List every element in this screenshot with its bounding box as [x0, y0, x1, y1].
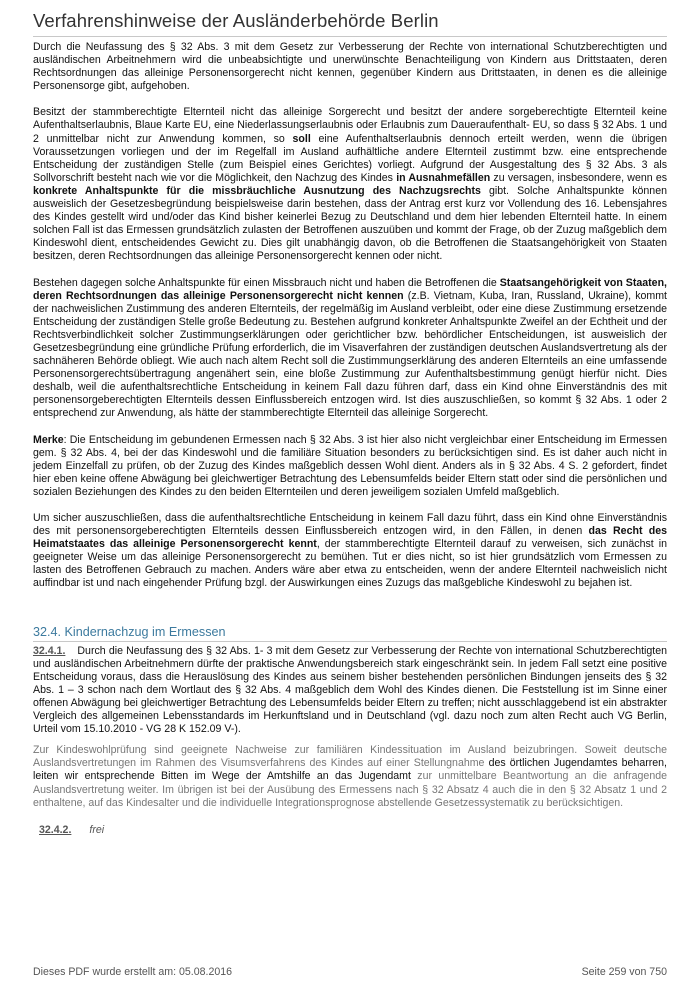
text-run: Um sicher auszuschließen, dass die aufenthaltsrechtliche Entscheidung in keinem Fall dazu führt, dass ein Kind ohne Einverständnis des mit personensorgeberechtigten Elternteils dessen Einflussbereich entzogen wird, in den Fällen, in denen [33, 512, 667, 538]
section-heading: 32.4. Kindernachzug im Ermessen [33, 625, 667, 642]
text-run: zur unmittelbare Beantwortung an die anfragende Auslandsvertretung weiter. Im übrigen ist bei der Ausübung des Ermessens nach § 32 Absatz 4 auch die in den § 32 Absatz 1 und 2 enthaltene, auf das Kindesalter und die individuelle Integrationsprognose abstellende Gesetzessystematik zu berücksichtigen. [33, 770, 667, 809]
document-title: Verfahrenshinweise der Ausländerbehörde Berlin [33, 10, 439, 31]
text-run: gibt. Solche Anhaltspunkte können ausweislich der Gesetzesbegründung beispielsweise darin bestehen, dass der Antrag erst kurz vor Vollendung des 16. Lebensjahres des Kindes gestellt wird und/oder das Kind bisher keinerlei Bezug zu Deutschland und dem hier lebenden Elternteil hatte. In einem solchen Fall ist das Ermessen grundsätzlich zulasten der Betroffenen auszuüben und kommt der Frage, ob der Zuzug maßgeblich dem Kindeswohl dient, entscheidendes Gewicht zu. Dies gilt unabhängig davon, ob die Betroffenen die Staatsangehörigkeit von Staaten besitzen, deren Rechtsordnungen das alleinige Personensorgerecht kennen oder nicht. [33, 184, 667, 263]
bold-run: Merke [33, 433, 64, 446]
bold-run: das Recht des Heimatstaates das alleinige Personensorgerecht kennt [33, 525, 667, 551]
bold-run: in Ausnahmefällen [396, 171, 491, 184]
text-run: (z.B. Vietnam, Kuba, Iran, Russland, Ukraine), kommt der nachweislichen Zustimmung des anderen Elternteils, der regelmäßig im Ausland verbleibt, oder eine diese Zustimmung ersetzende Entscheidung der zuständigen Stelle große Bedeutung zu. Bestehen aufgrund konkreter Anhaltspunkte Zweifel an der Echtheit und der Rechtsverbindlichkeit solcher Zustimmungserklärungen oder gerichtlicher bzw. behördlicher Entscheidungen, ist ausweislich der Gesetzesbegründung eine gründliche Prüfung erforderlich, die im Visaverfahren der zuständigen deutschen Auslandsvertretung als der sachnäheren Behörde obliegt. Wie auch nach altem Recht soll die Zustimmungserklärung des anderen Elternteils an eine umfassende Personensorgerechtsübertragung angenähert sein, eine bloße Zustimmung zur Aufenthaltsbestimmung genügt hierfür nicht. Dies deshalb, weil die aufenthaltsrechtliche Entscheidung in keinem Fall dazu führen darf, dass ein Kind ohne Einverständnis des mit personensorgeberechtigten Elternteils dessen Einflussbereich entzogen wird. Ist dies auszuschließen, so kommt § 32 Abs. 1 oder 2 entsprechend zur Anwendung, als hätte der stammberechtigte Elternteil das alleinige Sorgerecht. [33, 289, 667, 420]
document-body [33, 41, 667, 836]
paragraph-3 [33, 277, 667, 421]
text-run: , der stammberechtigte Elternteil darauf zu verweisen, sich zunächst in geeigneter Weise um das alleinige Personensorgerecht zu bemühen. Tut er dies nicht, so ist hier grundsätzlich vom Ermessen zu lasten des Betroffenen Gebrauch zu machen. Anders wäre aber etwa zu entscheiden, wenn der andere Elternteil nachweislich nicht auffindbar ist und nach eingehender Prüfung bzgl. der Auswirkungen eines Zuzugs das maßgebliche Kindeswohl zu bejahen ist. [33, 538, 667, 590]
document-footer [33, 966, 667, 978]
text-run: Durch die Neufassung des § 32 Abs. 1- 3 mit dem Gesetz zur Verbesserung der Rechte von international Schutzberechtigten und ausländischen Arbeitnehmern dürfte der praktische Anwendungsbereich stark eingeschränkt sein. In jedem Fall setzt eine positive Entscheidung voraus, dass die Herauslösung des Kindes aus seinem bisher bestehenden persönlichen Bindungen jenseits des § 32 Abs. 1 – 3 schon nach dem Wortlaut des § 32 Abs. 4 maßgeblich dem Wohl des Kindes dienen. Die Feststellung ist im Sinne einer offenen Abwägung bei gleichwertiger Betrachtung des Lebensumfelds beider Eltern zu treffen; nicht ausschlaggebend ist ein abstrakter Vergleich des allgemeinen Lebensstandards im Herkunftsland und in Deutschland (vgl. dazu noch zum alten Recht auch VG Berlin, Urteil vom 15.10.2010 - VG 28 K 152.09 V-). [33, 644, 667, 736]
text-run: des örtlichen Jugendamtes beharren, leiten wir entsprechende Bitten im Wege der Amtshilfe an das Jugendamt [33, 757, 667, 783]
bold-run: konkrete Anhaltspunkte für die missbräuchliche Ausnutzung des Nachzugsrechts [33, 184, 481, 197]
text-run: Zur Kindeswohlprüfung sind geeignete Nachweise zur familiären Kindessituation im Ausland beizubringen. Soweit deutsche Auslandsvertretungen im Rahmen des Visumsverfahrens des Kindes auf einer Stellungnahme [33, 744, 667, 770]
subsection-number: 32.4.2. [39, 823, 72, 836]
paragraph-4 [33, 434, 667, 499]
text-run: Besitzt der stammberechtigte Elternteil nicht das alleinige Sorgerecht und besitzt der andere sorgeberechtigte Elternteil keine Aufenthaltserlaubnis, Blaue Karte EU, eine Niederlassungserlaubnis oder Erlaubnis zum Daueraufenthalt- EU, so dass § 32 Abs. 1 und 2 unmittelbar nicht zur Anwendung kommen, so [33, 106, 667, 145]
text-run: eine Aufenthaltserlaubnis dennoch erteilt werden, wenn die übrigen Voraussetzungen vorliegen und der im Regelfall im Ausland aufhältliche andere Elternteil zustimmt bzw. eine entsprechende Entscheidung der zuständigen Stelle (zum Beispiel eines Gerichtes) vorliegt. Aufgrund der Ausgestaltung des § 32 Abs. 3 als Sollvorschrift besteht nach wie vor die Möglichkeit, den Nachzug des Kindes [33, 132, 667, 184]
paragraph-5 [33, 512, 667, 591]
bold-run: soll [292, 132, 311, 145]
grey-paragraph [33, 744, 667, 809]
page-number: Seite 259 von 750 [581, 966, 667, 978]
document-header [33, 10, 667, 37]
text-run: Bestehen dagegen solche Anhaltspunkte für einen Missbrauch nicht und haben die Betroffenen die [33, 276, 500, 289]
creation-date: Dieses PDF wurde erstellt am: 05.08.2016 [33, 966, 233, 978]
paragraph-1: Durch die Neufassung des § 32 Abs. 3 mit dem Gesetz zur Verbesserung der Rechte von international Schutzberechtigten und ausländischen Arbeitnehmern wird die unbeabsichtigte und unerwünschte Benachteiligung von Kindern aus Drittstaaten, deren Rechtsordnungen das alleinige Personensorgerecht nicht kennen, gegenüber Kindern aus Drittstaaten, in denen es die alleinige Personensorge gibt, aufgehoben. [33, 41, 667, 93]
subsection-number: 32.4.1. [33, 644, 66, 657]
subsection-32-4-2 [33, 824, 667, 836]
paragraph-2 [33, 106, 667, 263]
text-run: zu versagen, insbesondere, wenn es [490, 171, 668, 184]
subsection-32-4-1 [33, 645, 667, 737]
text-run: : Die Entscheidung im gebundenen Ermessen nach § 32 Abs. 3 ist hier also nicht vergleichbar einer Entscheidung im Ermessen gem. § 32 Abs. 4, bei der das Kindeswohl und die familiäre Situation besonders zu berücksichtigen sind. Es ist daher auch nicht in jedem Einzelfall zu prüfen, ob der Zuzug des Kindes maßgeblich dessen Wohl dient. Anders als in § 32 Abs. 4 S. 2 gefordert, findet hier eben keine offene Abwägung bei gleichwertiger Betrachtung des Lebensumfelds beider Eltern statt oder sind die persönlichen und sozialen Beziehungen des Kindes zu den beiden Elternteilen und deren jeweiligem sozialen Umfeld maßgeblich. [33, 433, 667, 498]
bold-run: Staatsangehörigkeit von Staaten, deren Rechtsordnungen das alleinige Personensorgerecht nicht kennen [33, 276, 667, 302]
subsection-text: frei [89, 823, 105, 836]
